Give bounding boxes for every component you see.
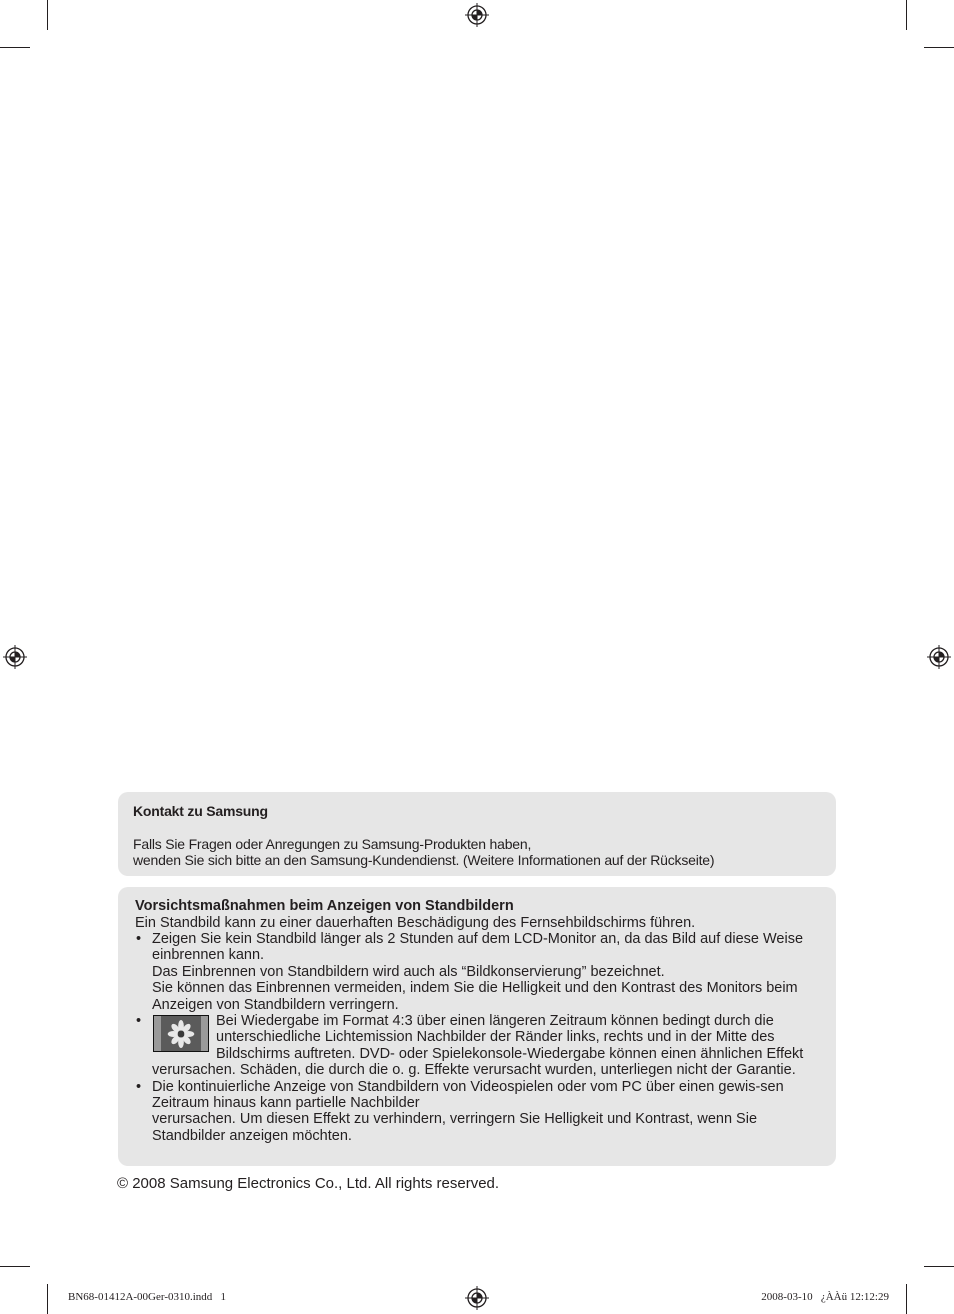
still-image-caution-box: [118, 887, 836, 1166]
caution-intro: Ein Standbild kann zu einer dauerhaften Beschädigung des Fernsehbildschirms führen.: [135, 914, 696, 931]
list-item: [135, 1079, 824, 1145]
bullet-1-paragraph-2: Das Einbrennen von Standbildern wird auch als “Bildkonservierung” bezeichnet.: [152, 963, 665, 980]
print-slug-timestamp: 2008-03-10 ¿ÀÀü 12:12:29: [761, 1291, 889, 1303]
registration-mark-icon: [465, 1286, 489, 1310]
bullet-1-paragraph-3: Sie können das Einbrennen vermeiden, indem Sie die Helligkeit und den Kontrast des Monitors beim Anzeigen von Standbildern verringern.: [152, 980, 798, 1013]
bullet-marker: •: [136, 931, 142, 947]
bullet-1-paragraph-1: Zeigen Sie kein Standbild länger als 2 Stunden auf dem LCD-Monitor an, da das Bild auf diese Weise einbrennen kann.: [152, 931, 804, 964]
crop-mark-top-left-horizontal: [0, 47, 30, 48]
crop-mark-bottom-left-horizontal: [0, 1266, 30, 1267]
list-item: [135, 1013, 824, 1079]
crop-mark-bottom-right-vertical: [906, 1284, 907, 1314]
bullet-2-text: Bei Wiedergabe im Format 4:3 über einen längeren Zeitraum können bedingt durch die unterschiedliche Lichtemission Nachbilder der Ränder links, rechts und in der Mitte des Bildschirms auftreten. DVD- oder Spielekonsole-Wiedergabe können einen ähnlichen Effekt verursachen. Schäden, die durch die o. g. Effekte verursacht wurden, unterliegen nicht der Garantie.: [152, 1013, 804, 1079]
bullet-marker: •: [136, 1078, 142, 1095]
contact-text: [133, 836, 821, 868]
crop-mark-top-right-vertical: [906, 0, 907, 30]
flower-icon: [161, 1016, 201, 1051]
contact-title: Kontakt zu Samsung: [133, 803, 268, 819]
contact-line-1: Falls Sie Fragen oder Anregungen zu Samsung-Produkten haben,: [133, 836, 532, 852]
bullet-3-paragraph-2: verursachen. Um diesen Effekt zu verhindern, verringern Sie Helligkeit und Kontrast, wenn Sie Standbilder anzeigen möchten.: [152, 1111, 758, 1144]
tv-4-3-format-image: [153, 1015, 209, 1052]
registration-mark-icon: [927, 645, 951, 669]
crop-mark-top-left-vertical: [47, 0, 48, 30]
crop-mark-top-right-horizontal: [924, 47, 954, 48]
crop-mark-bottom-left-vertical: [47, 1284, 48, 1314]
crop-mark-bottom-right-horizontal: [924, 1266, 954, 1267]
contact-line-2: wenden Sie sich bitte an den Samsung-Kundendienst. (Weitere Informationen auf der Rückseite): [133, 852, 715, 868]
copyright-notice: © 2008 Samsung Electronics Co., Ltd. All rights reserved.: [117, 1175, 500, 1192]
print-slug-filename: BN68-01412A-00Ger-0310.indd 1: [68, 1291, 227, 1303]
registration-mark-icon: [465, 3, 489, 27]
bullet-marker: •: [136, 1013, 142, 1030]
list-item: [135, 931, 824, 1013]
bullet-3-paragraph-1: Die kontinuierliche Anzeige von Standbildern von Videospielen oder vom PC über einen gewis-sen Zeitraum hinaus kann partielle Nachbilder: [152, 1078, 784, 1112]
registration-mark-icon: [3, 645, 27, 669]
caution-title: Vorsichtsmaßnahmen beim Anzeigen von Standbildern: [135, 898, 514, 914]
contact-box: [118, 792, 836, 876]
caution-list: [135, 931, 824, 1144]
